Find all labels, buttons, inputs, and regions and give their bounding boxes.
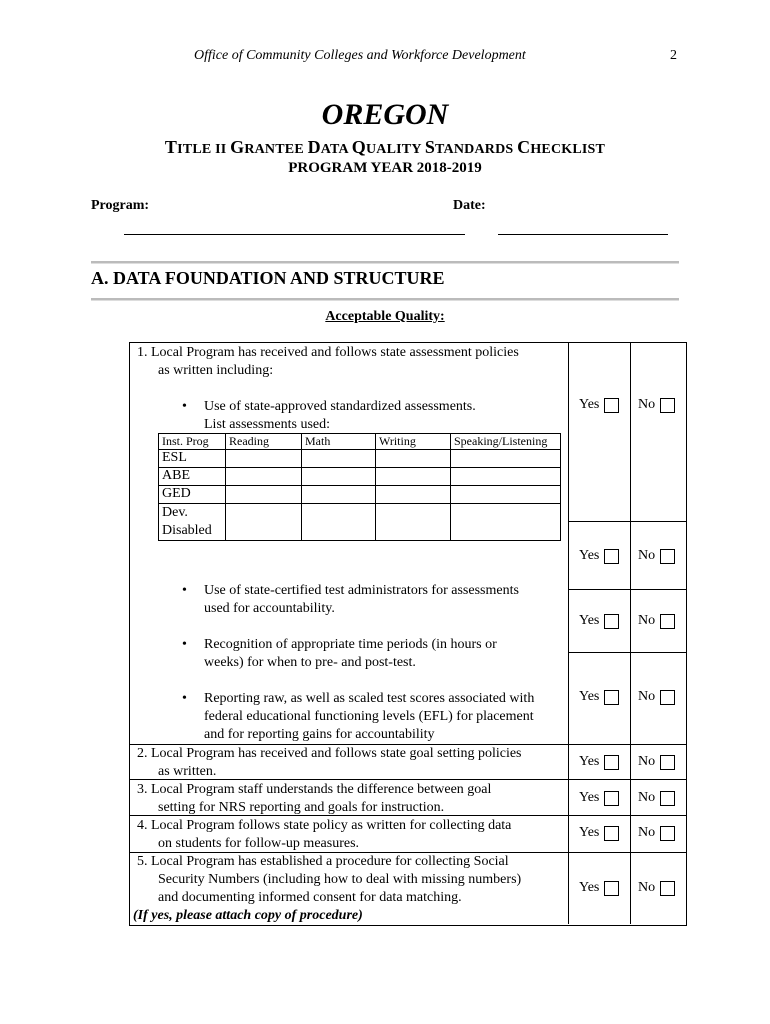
- yes-option[interactable]: Yes: [579, 613, 619, 629]
- bullet-item: • Reporting raw, as well as scaled test scores associated with: [182, 691, 535, 706]
- yes-option[interactable]: Yes: [579, 689, 619, 705]
- yes-checkbox[interactable]: [604, 791, 619, 806]
- item-1-text: 1. Local Program has received and follows state assessment policies: [137, 345, 519, 360]
- no-checkbox[interactable]: [660, 791, 675, 806]
- no-option[interactable]: No: [638, 754, 675, 770]
- bullet-text: federal educational functioning levels (EFL) for placement: [204, 709, 534, 724]
- table-cell[interactable]: [226, 486, 302, 504]
- answer-separator: [568, 652, 686, 653]
- no-option[interactable]: No: [638, 825, 675, 841]
- table-cell[interactable]: [226, 450, 302, 468]
- no-checkbox[interactable]: [660, 549, 675, 564]
- item-5-text: 5. Local Program has established a procedure for collecting Social: [137, 854, 509, 869]
- no-option[interactable]: No: [638, 790, 675, 806]
- table-cell[interactable]: [302, 504, 376, 541]
- no-checkbox[interactable]: [660, 881, 675, 896]
- date-label: Date:: [453, 198, 486, 213]
- table-row-label: GED: [159, 486, 226, 504]
- state-title: OREGON: [321, 98, 449, 131]
- item-3-text: setting for NRS reporting and goals for instruction.: [158, 800, 445, 815]
- yes-option[interactable]: Yes: [579, 548, 619, 564]
- bullet-icon: •: [182, 399, 187, 414]
- table-cell[interactable]: [376, 504, 451, 541]
- yes-option[interactable]: Yes: [579, 754, 619, 770]
- yes-checkbox[interactable]: [604, 881, 619, 896]
- table-cell[interactable]: [451, 468, 561, 486]
- bullet-icon: •: [182, 637, 187, 652]
- bullet-item: • Recognition of appropriate time periods (in hours or: [182, 637, 497, 652]
- bullet-text: and for reporting gains for accountability: [204, 727, 435, 742]
- table-row-label: ABE: [159, 468, 226, 486]
- item-4-text: 4. Local Program follows state policy as written for collecting data: [137, 818, 512, 833]
- table-cell[interactable]: [376, 468, 451, 486]
- office-name: Office of Community Colleges and Workforce Development: [194, 48, 526, 63]
- no-checkbox[interactable]: [660, 398, 675, 413]
- no-checkbox[interactable]: [660, 614, 675, 629]
- table-header: Math: [302, 434, 376, 450]
- table-cell[interactable]: [451, 504, 561, 541]
- bullet-icon: •: [182, 691, 187, 706]
- table-cell[interactable]: [302, 468, 376, 486]
- answer-separator: [568, 521, 686, 522]
- table-cell[interactable]: [302, 486, 376, 504]
- item-4-text: on students for follow-up measures.: [158, 836, 360, 851]
- column-divider: [568, 342, 569, 924]
- table-header: Speaking/Listening: [451, 434, 561, 450]
- assessment-table: [158, 433, 561, 541]
- item-5-note: (If yes, please attach copy of procedure): [133, 908, 363, 923]
- table-cell[interactable]: [226, 468, 302, 486]
- yes-option[interactable]: Yes: [579, 880, 619, 896]
- table-header: Reading: [226, 434, 302, 450]
- item-5-text: Security Numbers (including how to deal with missing numbers): [158, 872, 522, 887]
- table-header: Inst. Prog: [159, 434, 226, 450]
- table-cell[interactable]: [451, 450, 561, 468]
- yes-checkbox[interactable]: [604, 549, 619, 564]
- no-checkbox[interactable]: [660, 755, 675, 770]
- table-cell[interactable]: [376, 450, 451, 468]
- yes-checkbox[interactable]: [604, 755, 619, 770]
- no-checkbox[interactable]: [660, 826, 675, 841]
- no-option[interactable]: No: [638, 689, 675, 705]
- program-year: PROGRAM YEAR 2018-2019: [288, 160, 482, 176]
- yes-checkbox[interactable]: [604, 398, 619, 413]
- bullet-text: used for accountability.: [204, 601, 335, 616]
- table-header: Writing: [376, 434, 451, 450]
- checklist-title: TITLE II GRANTEE DATA QUALITY STANDARDS CHECKLIST: [164, 137, 606, 157]
- bullet-item: • Use of state-certified test administrators for assessments: [182, 583, 519, 598]
- no-option[interactable]: No: [638, 548, 675, 564]
- item-2-text: as written.: [158, 764, 217, 779]
- item-5-text: and documenting informed consent for data matching.: [158, 890, 462, 905]
- table-row-label: Dev. Disabled: [159, 504, 226, 541]
- no-option[interactable]: No: [638, 880, 675, 896]
- item-3-text: 3. Local Program staff understands the difference between goal: [137, 782, 492, 797]
- column-divider: [630, 342, 631, 924]
- acceptable-quality-heading: Acceptable Quality:: [325, 309, 445, 324]
- section-rule-bottom: [91, 298, 679, 301]
- no-option[interactable]: No: [638, 613, 675, 629]
- no-checkbox[interactable]: [660, 690, 675, 705]
- yes-checkbox[interactable]: [604, 826, 619, 841]
- yes-checkbox[interactable]: [604, 690, 619, 705]
- table-cell[interactable]: [302, 450, 376, 468]
- no-option[interactable]: No: [638, 397, 675, 413]
- section-rule-top: [91, 261, 679, 264]
- bullet-item: • Use of state-approved standardized assessments.: [182, 399, 476, 414]
- table-cell[interactable]: [376, 486, 451, 504]
- item-2-text: 2. Local Program has received and follows state goal setting policies: [137, 746, 522, 761]
- bullet-text: List assessments used:: [204, 417, 330, 432]
- table-cell[interactable]: [226, 504, 302, 541]
- table-row-label: ESL: [159, 450, 226, 468]
- yes-option[interactable]: Yes: [579, 790, 619, 806]
- yes-option[interactable]: Yes: [579, 825, 619, 841]
- program-label: Program:: [91, 198, 150, 213]
- date-field[interactable]: [498, 234, 668, 235]
- page-number: 2: [670, 48, 677, 63]
- bullet-text: weeks) for when to pre- and post-test.: [204, 655, 416, 670]
- answer-separator: [568, 589, 686, 590]
- running-header: [0, 48, 770, 68]
- bullet-icon: •: [182, 583, 187, 598]
- yes-checkbox[interactable]: [604, 614, 619, 629]
- yes-option[interactable]: Yes: [579, 397, 619, 413]
- item-1-text: as written including:: [158, 363, 274, 378]
- section-title: A. DATA FOUNDATION AND STRUCTURE: [91, 268, 445, 288]
- table-cell[interactable]: [451, 486, 561, 504]
- program-field[interactable]: [124, 234, 465, 235]
